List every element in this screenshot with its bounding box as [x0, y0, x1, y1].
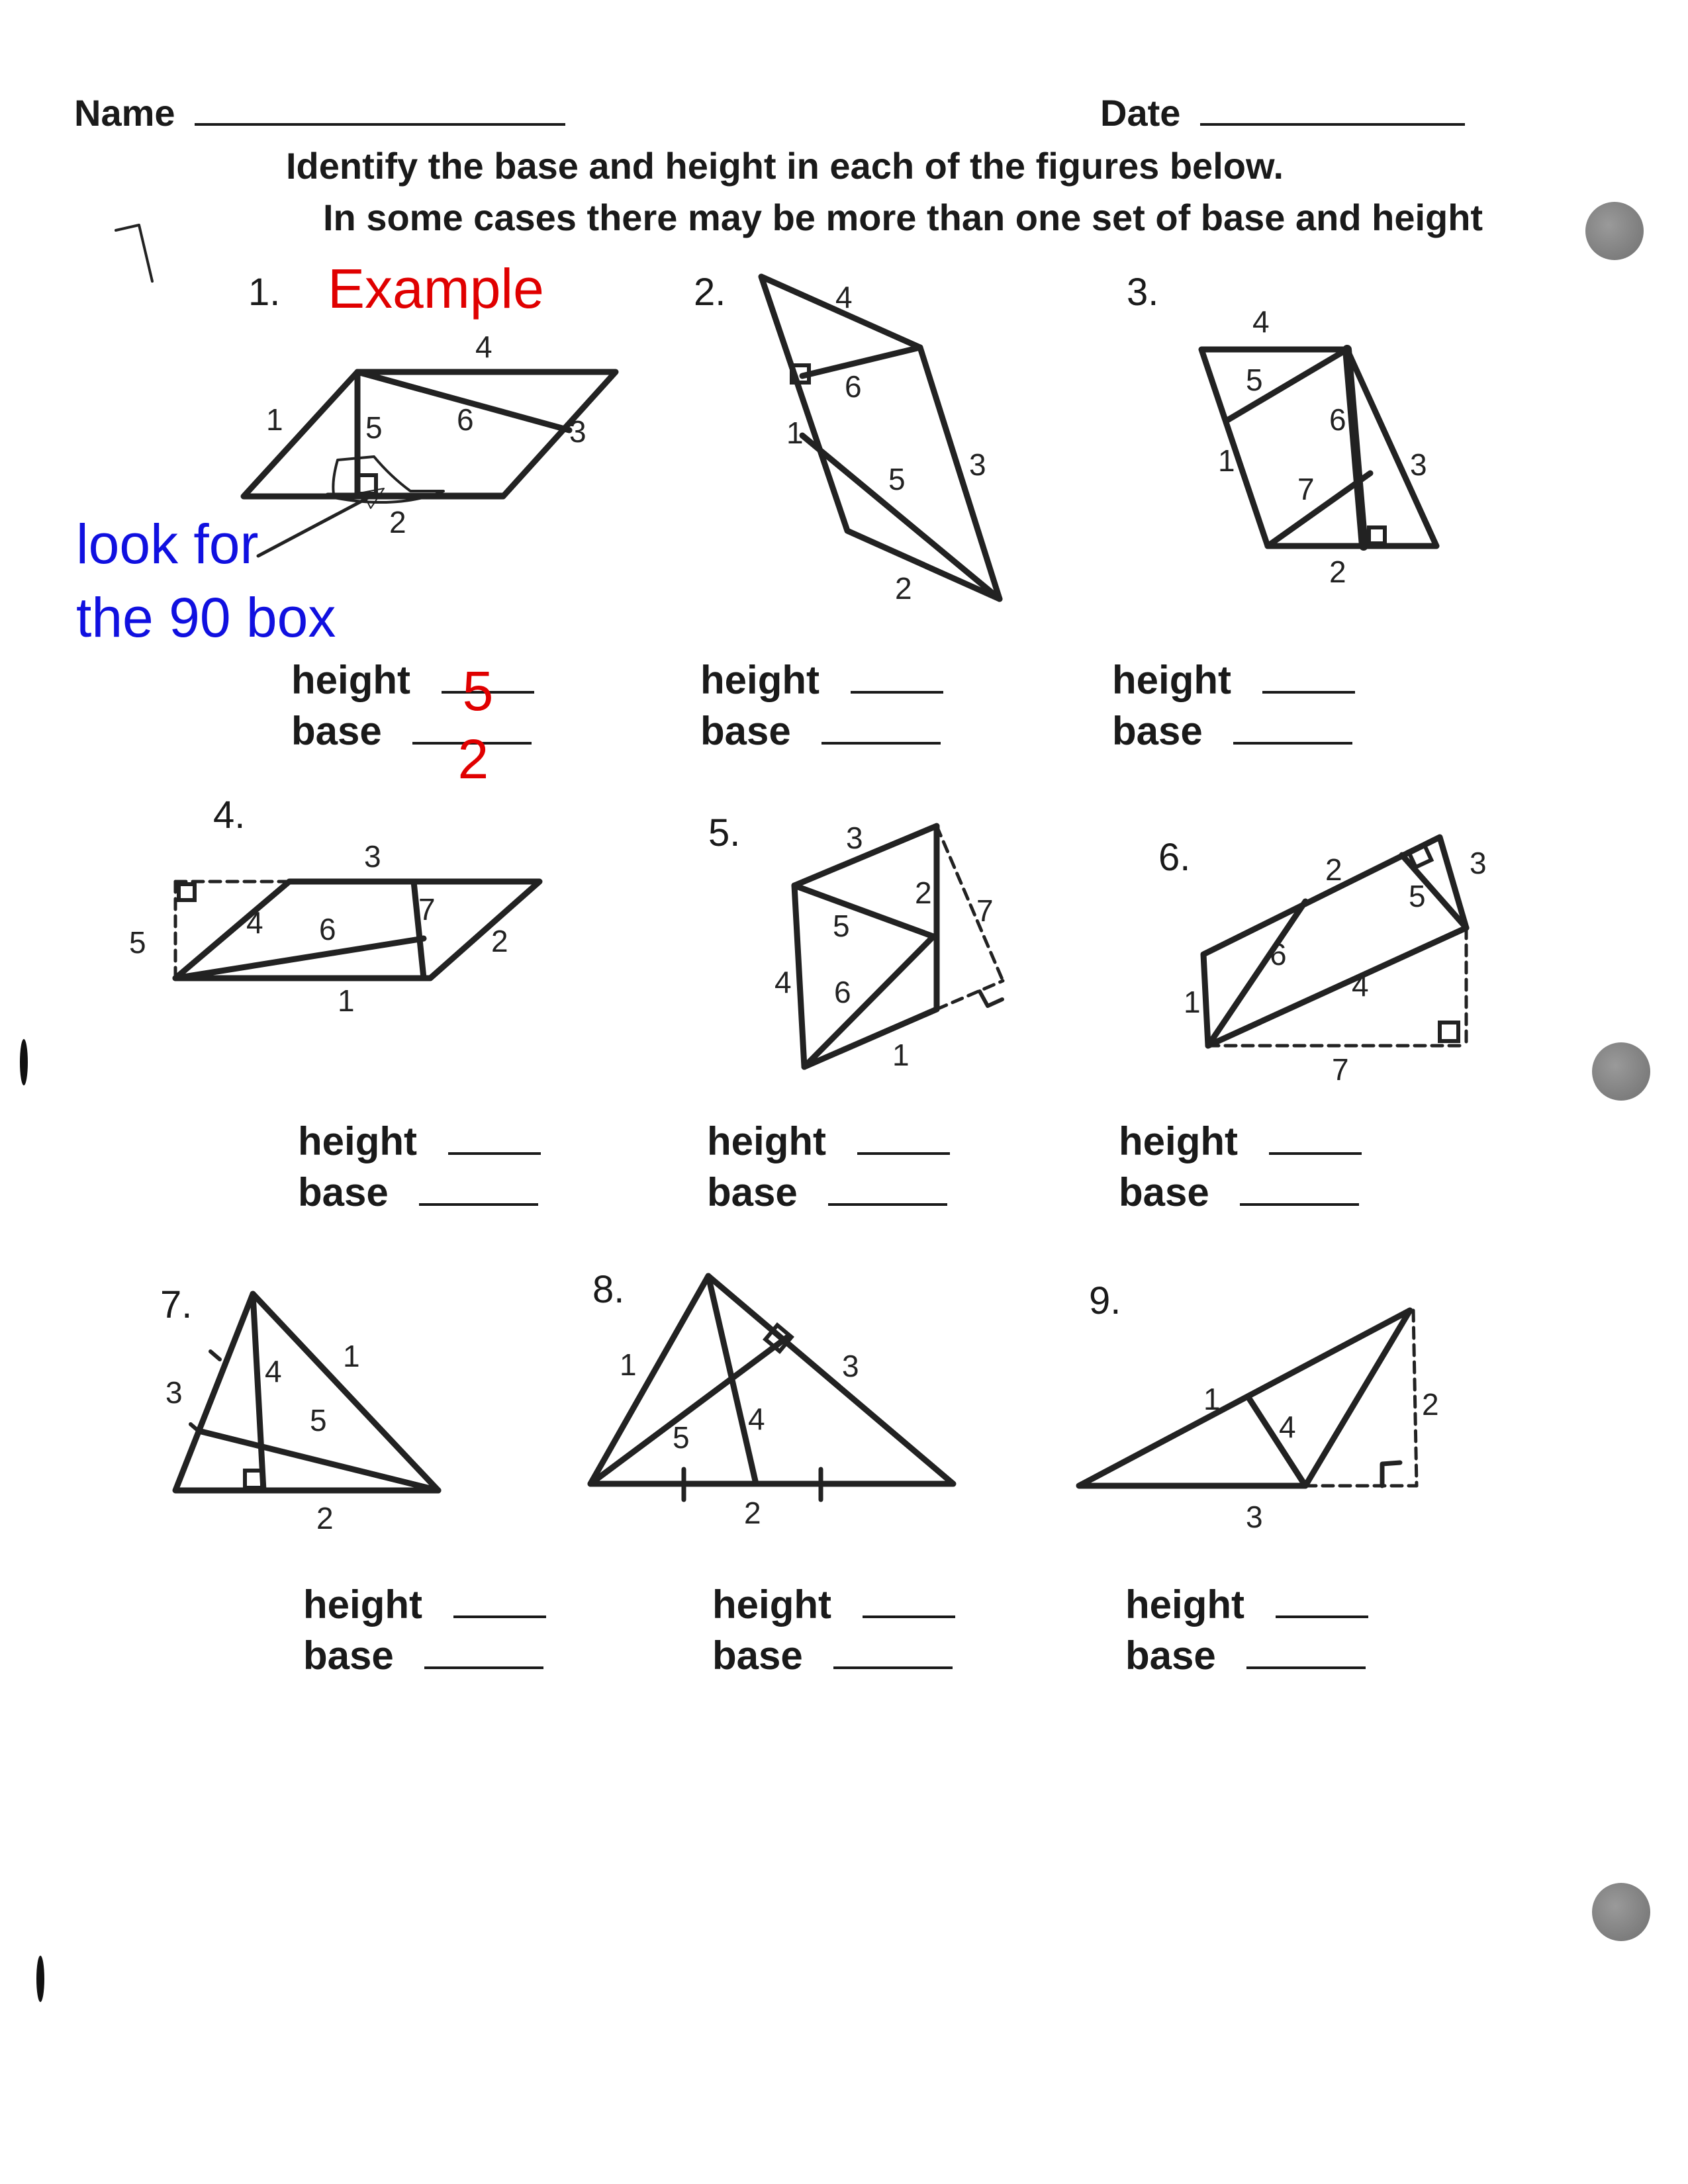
figure-5-parallelogram: [774, 807, 1019, 1079]
fig7-base-row: [303, 1633, 543, 1678]
punch-hole-top: [1585, 202, 1644, 260]
red-check-mark: [113, 218, 159, 291]
fig2-height-blank[interactable]: [851, 691, 943, 694]
fig8-height-row: [712, 1582, 955, 1627]
fig7-label-2: 2: [316, 1501, 334, 1535]
fig4-label-5: 5: [129, 925, 146, 960]
hint-line-2: the 90 box: [76, 586, 336, 649]
fig1-label-3: 3: [569, 414, 586, 449]
fig2-label-2: 2: [895, 571, 912, 606]
fig4-label-4: 4: [246, 905, 263, 940]
fig5-height-blank[interactable]: [857, 1152, 950, 1155]
name-field[interactable]: [74, 91, 565, 134]
fig2-label-1: 1: [786, 416, 804, 450]
fig2-label-3: 3: [969, 447, 986, 482]
fig2-label-4: 4: [835, 280, 853, 314]
example-height-answer: 5: [462, 660, 494, 722]
fig3-base-blank[interactable]: [1233, 742, 1352, 745]
fig6-label-1: 1: [1184, 985, 1201, 1019]
fig4-label-3: 3: [364, 839, 381, 874]
fig3-height-row: [1112, 657, 1355, 703]
fig9-height-blank[interactable]: [1276, 1615, 1368, 1618]
figure-2-parallelogram: [741, 265, 1019, 615]
figure-9-triangle: [1066, 1297, 1476, 1542]
fig1-base-row: [291, 708, 532, 790]
fig1-label-2: 2: [389, 505, 406, 539]
figure-7-triangle: [152, 1277, 463, 1555]
fig8-base-label: base: [712, 1633, 803, 1678]
fig6-height-blank[interactable]: [1269, 1152, 1362, 1155]
figure-8-triangle: [583, 1264, 966, 1535]
figure-3-number: 3.: [1127, 271, 1159, 314]
fig8-label-5: 5: [673, 1420, 690, 1455]
fig4-height-row: [298, 1118, 541, 1164]
fig6-label-5: 5: [1409, 879, 1426, 913]
fig8-label-3: 3: [842, 1349, 859, 1383]
fig6-base-row: [1119, 1169, 1359, 1215]
fig3-label-4: 4: [1252, 304, 1270, 339]
figure-9-number: 9.: [1089, 1279, 1121, 1322]
fig5-label-3: 3: [846, 821, 863, 855]
fig7-height-row: [303, 1582, 546, 1627]
figure-1-number: 1.: [248, 271, 281, 314]
fig6-height-row: [1119, 1118, 1362, 1164]
date-blank[interactable]: [1200, 123, 1465, 126]
hint-line-1: look for: [76, 513, 259, 575]
fig4-height-label: height: [298, 1119, 417, 1163]
fig7-label-3: 3: [165, 1375, 183, 1410]
figure-6-number: 6.: [1158, 836, 1191, 879]
fig5-label-2: 2: [915, 876, 932, 910]
figure-2-number: 2.: [694, 271, 726, 314]
fig4-label-2: 2: [491, 924, 508, 958]
fig8-height-blank[interactable]: [863, 1615, 955, 1618]
example-base-answer: 2: [457, 728, 489, 790]
fig1-height-row: [291, 657, 534, 722]
fig7-height-label: height: [303, 1582, 422, 1627]
date-field[interactable]: [1100, 91, 1465, 134]
fig1-label-1: 1: [266, 402, 283, 437]
fig5-label-7: 7: [976, 893, 994, 928]
fig3-label-5: 5: [1246, 363, 1263, 397]
fig3-height-blank[interactable]: [1262, 691, 1355, 694]
fig4-base-label: base: [298, 1170, 389, 1214]
fig4-height-blank[interactable]: [448, 1152, 541, 1155]
fig6-base-label: base: [1119, 1170, 1209, 1214]
fig2-base-blank[interactable]: [821, 742, 941, 745]
figure-4-parallelogram: [119, 839, 556, 1018]
scan-mark-lower: [36, 1956, 44, 2002]
fig1-height-blank[interactable]: [442, 660, 534, 722]
fig5-label-1: 1: [892, 1038, 910, 1072]
fig9-height-row: [1125, 1582, 1368, 1627]
fig9-base-row: [1125, 1633, 1366, 1678]
fig5-label-5: 5: [833, 909, 850, 943]
fig1-base-label: base: [291, 709, 382, 753]
punch-hole-bottom: [1592, 1883, 1650, 1941]
figure-5-number: 5.: [708, 811, 741, 854]
date-label: Date: [1100, 92, 1181, 134]
fig9-label-4: 4: [1279, 1410, 1296, 1444]
fig4-label-1: 1: [338, 983, 355, 1018]
fig1-label-6: 6: [457, 402, 474, 437]
name-blank[interactable]: [195, 123, 565, 126]
fig3-label-2: 2: [1329, 555, 1346, 589]
fig9-base-label: base: [1125, 1633, 1216, 1678]
fig5-label-6: 6: [834, 975, 851, 1009]
fig4-label-6: 6: [319, 912, 336, 946]
fig6-label-3: 3: [1470, 846, 1487, 880]
fig8-label-2: 2: [744, 1496, 761, 1530]
fig8-base-blank[interactable]: [833, 1666, 953, 1669]
fig4-base-blank[interactable]: [419, 1203, 538, 1206]
fig6-label-4: 4: [1352, 968, 1369, 1003]
fig6-label-2: 2: [1325, 852, 1342, 887]
fig9-base-blank[interactable]: [1246, 1666, 1366, 1669]
fig5-base-row: [707, 1169, 947, 1215]
fig9-label-1: 1: [1203, 1382, 1221, 1416]
fig7-height-blank[interactable]: [453, 1615, 546, 1618]
fig1-base-blank[interactable]: [412, 728, 532, 790]
fig2-height-label: height: [700, 658, 820, 702]
fig7-label-1: 1: [343, 1339, 360, 1373]
fig8-height-label: height: [712, 1582, 831, 1627]
name-label: Name: [74, 92, 175, 134]
figure-8-number: 8.: [592, 1268, 625, 1311]
figure-6-parallelogram: [1178, 821, 1509, 1099]
fig3-height-label: height: [1112, 658, 1231, 702]
fig8-label-4: 4: [748, 1402, 765, 1436]
fig7-label-4: 4: [265, 1354, 282, 1388]
fig4-base-row: [298, 1169, 538, 1215]
fig3-label-3: 3: [1410, 447, 1427, 482]
scan-mark-upper: [20, 1039, 28, 1085]
fig2-base-label: base: [700, 709, 791, 753]
figure-4-number: 4.: [213, 794, 246, 837]
fig3-label-6: 6: [1329, 402, 1346, 437]
fig2-label-5: 5: [888, 462, 906, 496]
fig5-base-label: base: [707, 1170, 798, 1214]
fig7-label-5: 5: [310, 1403, 327, 1437]
fig9-label-2: 2: [1422, 1387, 1439, 1422]
fig8-label-1: 1: [620, 1347, 637, 1382]
figure-3-parallelogram: [1178, 304, 1456, 589]
fig5-label-4: 4: [774, 965, 792, 999]
fig7-base-label: base: [303, 1633, 394, 1678]
fig8-base-row: [712, 1633, 953, 1678]
fig4-label-7: 7: [418, 892, 436, 927]
fig9-height-label: height: [1125, 1582, 1244, 1627]
fig1-label-5: 5: [365, 410, 383, 445]
fig6-label-7: 7: [1332, 1052, 1349, 1087]
hint-arrow: [238, 457, 397, 576]
fig6-height-label: height: [1119, 1119, 1238, 1163]
fig1-height-label: height: [291, 658, 410, 702]
instruction-line-1: Identify the base and height in each of the figures below.: [286, 145, 1284, 187]
fig2-base-row: [700, 708, 941, 754]
fig3-label-1: 1: [1218, 443, 1235, 478]
fig1-label-4: 4: [475, 330, 492, 364]
fig9-label-3: 3: [1246, 1500, 1263, 1534]
punch-hole-middle: [1592, 1042, 1650, 1101]
fig6-label-6: 6: [1270, 937, 1287, 972]
fig7-base-blank[interactable]: [424, 1666, 543, 1669]
fig3-label-7: 7: [1297, 472, 1315, 506]
fig2-height-row: [700, 657, 943, 703]
fig3-base-label: base: [1112, 709, 1203, 753]
fig5-height-row: [707, 1118, 950, 1164]
figure-7-number: 7.: [160, 1283, 193, 1326]
instruction-line-2: In some cases there may be more than one set of base and height: [323, 197, 1483, 238]
fig2-label-6: 6: [845, 369, 862, 404]
fig5-height-label: height: [707, 1119, 826, 1163]
example-label: Example: [328, 257, 544, 320]
fig6-base-blank[interactable]: [1240, 1203, 1359, 1206]
fig3-base-row: [1112, 708, 1352, 754]
fig5-base-blank[interactable]: [828, 1203, 947, 1206]
